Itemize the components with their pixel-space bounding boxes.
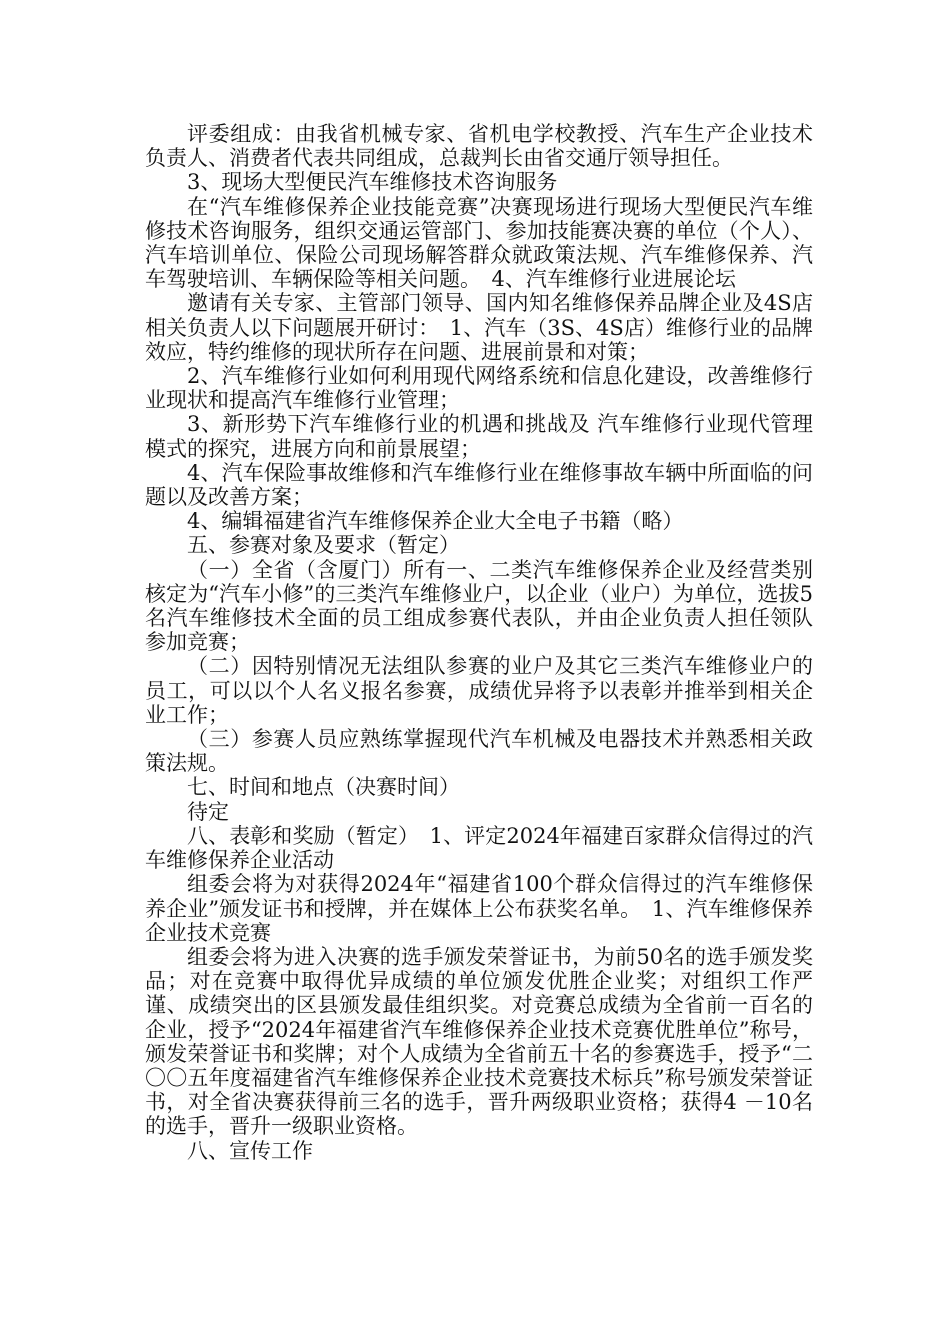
paragraph-forum-4: 4、汽车保险事故维修和汽车维修行业在维修事故车辆中所面临的问题以及改善方案； — [145, 460, 813, 510]
paragraph-heading-8-publicity: 八、宣传工作 — [187, 1138, 313, 1163]
paragraph-heading-8-awards: 八、表彰和奖励（暂定） 1、评定2024年福建百家群众信得过的汽车维修保养企业活动 — [145, 823, 813, 873]
paragraph-forum-invite: 邀请有关专家、主管部门领导、国内知名维修保养品牌企业及4S店相关负责人以下问题展开研讨： 1、汽车（3S、4S店）维修行业的品牌效应，特约维修的现状所存在问题、进展前景和对策； — [145, 291, 813, 364]
paragraph-heading-5: 五、参赛对象及要求（暂定） — [187, 533, 460, 558]
paragraph-heading-3: 3、现场大型便民汽车维修技术咨询服务 — [187, 170, 558, 195]
paragraph-awards-1: 组委会将为对获得2024年“福建省100个群众信得过的汽车维修保养企业”颁发证书和授牌，并在媒体上公布获奖名单。 1、汽车维修保养企业技术竞赛 — [145, 872, 813, 945]
paragraph-awards-2: 组委会将为进入决赛的选手颁发荣誉证书，为前50名的选手颁发奖品；对在竞赛中取得优异成绩的单位颁发优胜企业奖；对组织工作严谨、成绩突出的区县颁发最佳组织奖。对竞赛总成绩为全省前一百名的企业，授予“2024年福建省汽车维修保养企业技术竞赛优胜单位”称号，颁发荣誉证书和奖牌；对个人成绩为全省前五十名的参赛选手，授予“二〇〇五年度福建省汽车维修保养企业技术竞赛技术标兵”称号颁发荣誉证书，对全省决赛获得前三名的选手，晋升两级职业资格；获得4 －10名的选手，晋升一级职业资格。 — [145, 944, 813, 1139]
paragraph-forum-2: 2、汽车维修行业如何利用现代网络系统和信息化建设，改善维修行业现状和提高汽车维修行业管理； — [145, 364, 813, 413]
paragraph-participants-1: （一）全省（含厦门）所有一、二类汽车维修保养企业及经营类别核定为“汽车小修”的三类汽车维修业户，以企业（业户）为单位，选拔5名汽车维修技术全面的员工组成参赛代表队，并由企业负责人担任领队参加竞赛； — [145, 557, 813, 655]
paragraph-participants-2: （二）因特别情况无法组队参赛的业户及其它三类汽车维修业户的员工，可以以个人名义报名参赛，成绩优异将予以表彰并推举到相关企业工作； — [145, 654, 813, 727]
paragraph-consulting: 在“汽车维修保养企业技能竞赛”决赛现场进行现场大型便民汽车维修技术咨询服务，组织交通运管部门、参加技能赛决赛的单位（个人）、汽车培训单位、保险公司现场解答群众就政策法规、汽车维修保养、汽车驾驶培训、车辆保险等相关问题。 4、汽车维修行业进展论坛 — [145, 194, 813, 292]
paragraph-ebook: 4、编辑福建省汽车维修保养企业大全电子书籍（略） — [187, 509, 684, 534]
paragraph-tbd: 待定 — [187, 799, 229, 824]
paragraph-participants-3: （三）参赛人员应熟练掌握现代汽车机械及电器技术并熟悉相关政策法规。 — [145, 727, 813, 776]
paragraph-judges: 评委组成：由我省机械专家、省机电学校教授、汽车生产企业技术负责人、消费者代表共同组成，总裁判长由省交通厅领导担任。 — [145, 122, 813, 171]
paragraph-forum-3: 3、新形势下汽车维修行业的机遇和挑战及 汽车维修行业现代管理模式的探究，进展方向和前景展望； — [145, 412, 813, 461]
document-body — [145, 122, 813, 1163]
paragraph-heading-7: 七、时间和地点（决赛时间） — [187, 775, 460, 800]
